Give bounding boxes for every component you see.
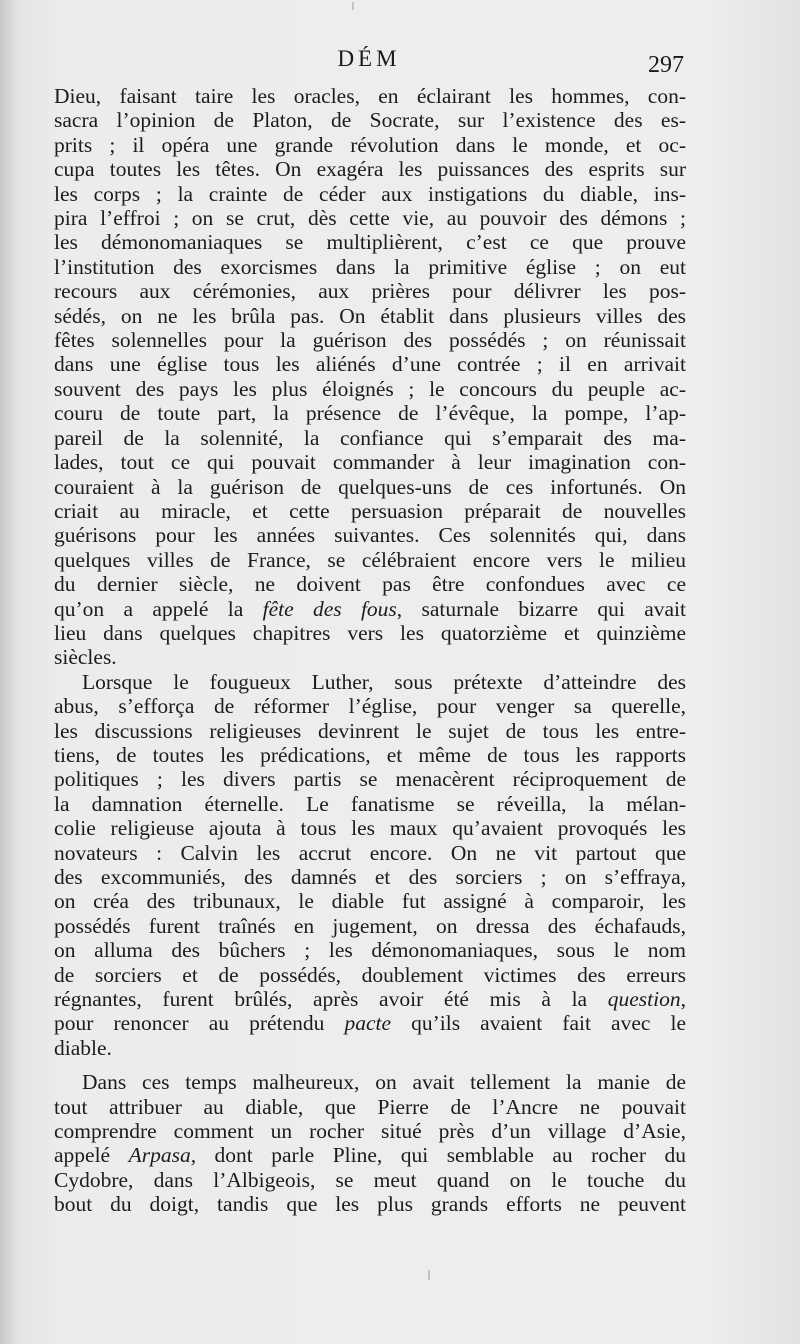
scan-speck xyxy=(428,1270,430,1280)
text-line: souvent des pays les plus éloignés ; le concours du peuple ac- xyxy=(54,376,686,401)
italic-phrase: Arpasa, xyxy=(128,1143,197,1168)
text-line: couraient à la guérison de quelques-uns de ces infortunés. On xyxy=(54,474,686,499)
scan-speck xyxy=(352,2,354,10)
text-fragment: pour renoncer au prétendu xyxy=(54,1011,345,1036)
text-line: tout attribuer au diable, que Pierre de l’Ancre ne pouvait xyxy=(54,1094,686,1119)
text-line: quelques villes de France, se célébraient encore vers le milieu xyxy=(54,547,686,572)
text-line: Dieu, faisant taire les oracles, en éclairant les hommes, con- xyxy=(54,84,686,108)
text-fragment: qu’on a appelé la xyxy=(54,596,263,621)
text-line: comprendre comment un rocher situé près d’un village d’Asie, xyxy=(54,1119,686,1144)
text-fragment: , xyxy=(680,987,686,1012)
paragraph xyxy=(54,84,686,670)
text-line: Dans ces temps malheureux, on avait tellement la manie de xyxy=(82,1070,686,1095)
text-line: prits ; il opéra une grande révolution dans le monde, et oc- xyxy=(54,132,686,157)
text-line: criait au miracle, et cette persuasion préparait de nouvelles xyxy=(54,498,686,523)
text-line: colie religieuse ajouta à tous les maux qu’avaient provoqués les xyxy=(54,816,686,841)
text-line: sacra l’opinion de Platon, de Socrate, sur l’existence des es- xyxy=(54,108,686,133)
text-line: politiques ; les divers partis se menacèrent réciproquement de xyxy=(54,767,686,792)
text-line: tiens, de toutes les prédications, et même de tous les rapports xyxy=(54,742,686,767)
paragraph xyxy=(54,1070,686,1216)
text-line xyxy=(54,1011,686,1035)
text-line: on alluma des bûchers ; les démonomaniaques, sous le nom xyxy=(54,938,686,963)
text-line: des excommuniés, des damnés et des sorciers ; on s’effraya, xyxy=(54,865,686,889)
text-line: cupa toutes les têtes. On exagéra les puissances des esprits sur xyxy=(54,157,686,182)
text-line: les corps ; la crainte de céder aux instigations du diable, ins- xyxy=(54,181,686,206)
text-fragment: régnantes, furent brûlés, après avoir été mis à la xyxy=(54,987,608,1012)
text-line: bout du doigt, tandis que les plus grands efforts ne peuvent xyxy=(54,1192,686,1217)
text-line: recours aux cérémonies, aux prières pour délivrer les pos- xyxy=(54,279,686,304)
text-line: lieu dans quelques chapitres vers les quatorzième et quinzième xyxy=(54,620,686,645)
text-line: on créa des tribunaux, le diable fut assigné à comparoir, les xyxy=(54,889,686,914)
text-line: guérisons pour les années suivantes. Ces solennités qui, dans xyxy=(54,523,686,548)
text-line: abus, s’efforça de réformer l’église, pour venger sa querelle, xyxy=(54,694,686,719)
text-line: l’institution des exorcismes dans la primitive église ; on eut xyxy=(54,254,686,279)
body-text xyxy=(54,84,686,1217)
text-fragment: , saturnale bizarre qui avait xyxy=(396,596,686,621)
text-fragment: appelé xyxy=(54,1143,129,1168)
italic-phrase: fête des fous xyxy=(262,596,397,621)
text-line: les discussions religieuses devinrent le sujet de tous les entre- xyxy=(54,718,686,743)
paragraph xyxy=(54,670,686,1061)
text-fragment: dont parle Pline, qui semblable au rocher du xyxy=(196,1143,686,1168)
running-head: DÉM xyxy=(337,46,401,71)
text-line: du dernier siècle, ne doivent pas être confondues avec ce xyxy=(54,572,686,597)
text-line: pira l’effroi ; on se crut, dès cette vie, au pouvoir des démons ; xyxy=(54,206,686,231)
text-fragment: qu’ils avaient fait avec le xyxy=(391,1011,687,1036)
text-line xyxy=(54,987,686,1011)
text-line: couru de toute part, la présence de l’évêque, la pompe, l’ap- xyxy=(54,401,686,426)
text-line: la damnation éternelle. Le fanatisme se réveilla, la mélan- xyxy=(54,791,686,816)
text-line: possédés furent traînés en jugement, on dressa des échafauds, xyxy=(54,913,686,938)
text-line: pareil de la solennité, la confiance qui s’emparait des ma- xyxy=(54,425,686,450)
text-line: novateurs : Calvin les accrut encore. On ne vit partout que xyxy=(54,840,686,865)
text-line: fêtes solennelles pour la guérison des possédés ; on réunissait xyxy=(54,328,686,353)
text-line xyxy=(54,1143,686,1167)
text-line: sédés, on ne les brûla pas. On établit dans plusieurs villes des xyxy=(54,303,686,328)
text-line: siècles. xyxy=(54,645,117,670)
text-line: Lorsque le fougueux Luther, sous prétexte d’atteindre des xyxy=(82,669,686,694)
text-line: de sorciers et de possédés, doublement victimes des erreurs xyxy=(54,962,686,987)
text-line: Cydobre, dans l’Albigeois, se meut quand on le touche du xyxy=(54,1167,686,1192)
text-line: dans une église tous les aliénés d’une contrée ; il en arrivait xyxy=(54,352,686,377)
page-number: 297 xyxy=(648,52,684,78)
text-line: lades, tout ce qui pouvait commander à leur imagination con- xyxy=(54,450,686,475)
text-line: diable. xyxy=(54,1035,112,1060)
text-line: les démonomaniaques se multiplièrent, c’est ce que prouve xyxy=(54,230,686,255)
italic-phrase: question xyxy=(607,987,681,1012)
text-line xyxy=(54,597,686,621)
page-header xyxy=(54,46,684,82)
italic-phrase: pacte xyxy=(344,1011,392,1036)
